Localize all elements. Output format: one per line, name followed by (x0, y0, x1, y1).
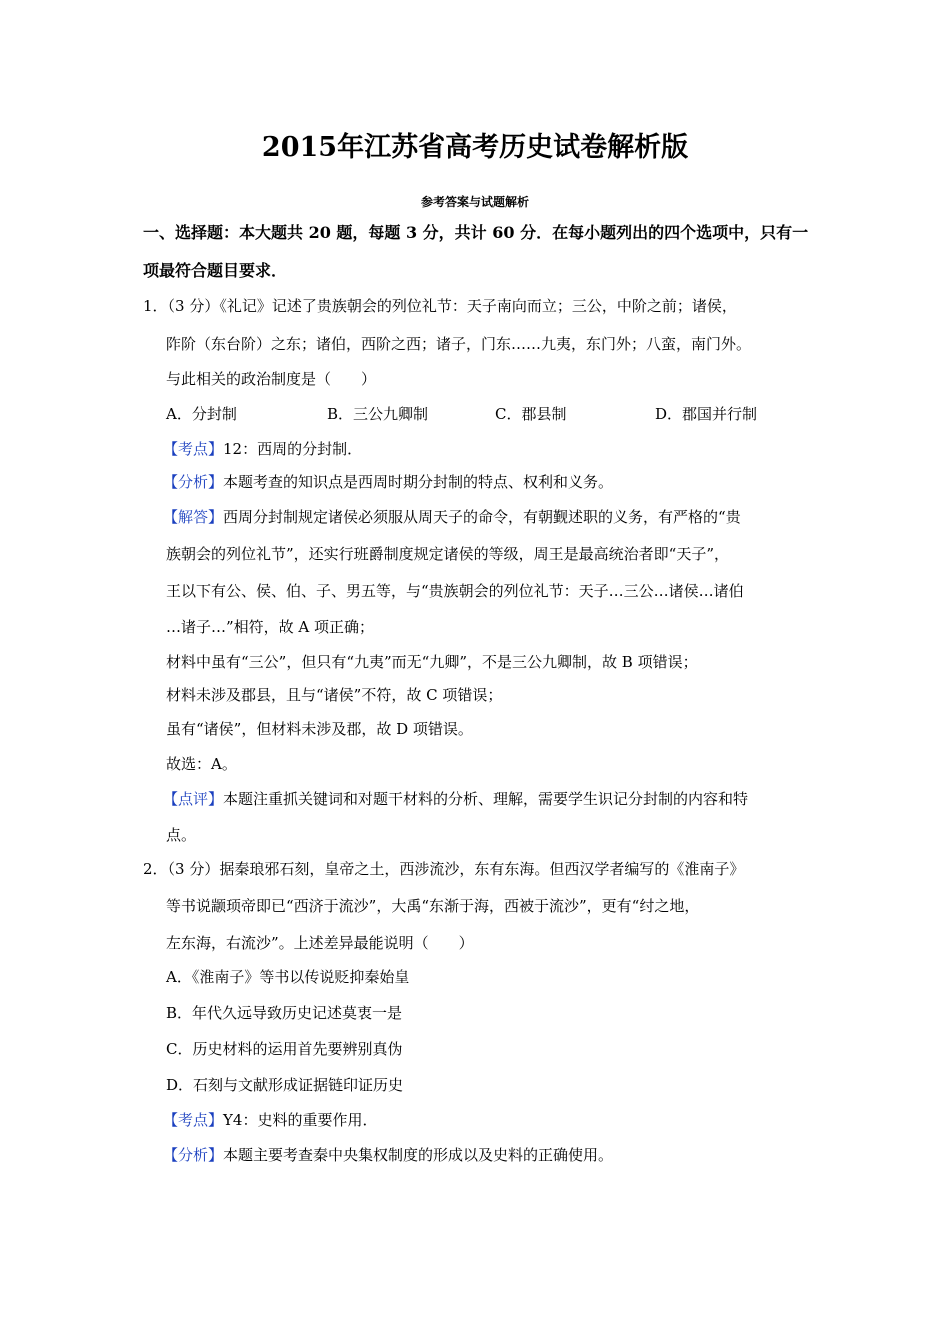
q2-option-b: B．年代久远导致历史记述莫衷一是 (166, 1004, 403, 1022)
q1-jieda-line-7: 虽有“诸侯”，但材料未涉及郡，故 D 项错误。 (166, 720, 473, 738)
q1-jieda-line-4: …诸子…”相符，故 A 项正确； (166, 618, 375, 636)
q1-fenxi-text: 本题考查的知识点是西周时期分封制的特点、权利和义务。 (223, 473, 614, 491)
q2-stem-line-2: 等书说颛顼帝即已“西济于流沙”，大禹“东渐于海，西被于流沙”，更有“纣之地， (166, 897, 700, 915)
page-title: 2015年江苏省高考历史试卷解析版 (261, 132, 689, 163)
q2-option-c: C．历史材料的运用首先要辨别真伪 (166, 1040, 403, 1058)
q2-stem-line-3: 左东海，右流沙”。上述差异最能说明（ ） (166, 934, 474, 952)
q2-kaodian-tag: 【考点】 (163, 1111, 224, 1129)
q1-jieda (163, 506, 741, 528)
q2-fenxi-text: 本题主要考查秦中央集权制度的形成以及史料的正确使用。 (223, 1146, 614, 1164)
q1-kaodian-text: 12：西周的分封制． (223, 440, 363, 458)
q1-option-a: A．分封制 (166, 405, 237, 423)
q1-jieda-tag: 【解答】 (163, 508, 224, 526)
q1-fenxi (163, 471, 613, 493)
q1-option-b: B．三公九卿制 (327, 405, 429, 423)
q2-option-d: D．石刻与文献形成证据链印证历史 (166, 1076, 404, 1094)
q2-fenxi (163, 1144, 613, 1166)
q1-kaodian (163, 438, 362, 460)
q1-fenxi-tag: 【分析】 (163, 473, 224, 491)
q2-stem-line-1: 2．（3 分）据秦琅邪石刻，皇帝之土，西涉流沙，东有东海。但西汉学者编写的《淮南子》 (143, 860, 745, 878)
q2-kaodian-text: Y4：史料的重要作用． (223, 1111, 378, 1129)
q1-option-c: C．郡县制 (495, 405, 567, 423)
q1-jieda-text: 西周分封制规定诸侯必须服从周天子的命令，有朝觐述职的义务，有严格的“贵 (223, 508, 741, 526)
q1-stem-line-1: 1．（3 分）《礼记》记述了贵族朝会的列位礼节：天子南向而立；三公，中阶之前；诸侯， (143, 297, 737, 315)
q1-kaodian-tag: 【考点】 (163, 440, 224, 458)
q1-jieda-line-2: 族朝会的列位礼节”，还实行班爵制度规定诸侯的等级，周王是最高统治者即“天子”， (166, 545, 730, 563)
q1-dianping-line-2: 点。 (166, 826, 197, 844)
q2-fenxi-tag: 【分析】 (163, 1146, 224, 1164)
q1-option-d: D．郡国并行制 (655, 405, 758, 423)
q1-stem-line-3: 与此相关的政治制度是（ ） (166, 370, 377, 388)
q1-dianping-tag: 【点评】 (163, 790, 224, 808)
q1-dianping (163, 788, 748, 810)
q1-jieda-line-6: 材料未涉及郡县，且与“诸侯”不符，故 C 项错误； (166, 686, 503, 704)
q1-answer: 故选：A。 (166, 755, 237, 773)
section-heading-line-2: 项最符合题目要求． (143, 261, 288, 280)
q1-dianping-text: 本题注重抓关键词和对题干材料的分析、理解，需要学生识记分封制的内容和特 (223, 790, 749, 808)
q1-jieda-line-5: 材料中虽有“三公”，但只有“九夷”而无“九卿”，不是三公九卿制，故 B 项错误； (166, 653, 698, 671)
section-heading-line-1: 一、选择题：本大题共 20 题，每题 3 分，共计 60 分．在每小题列出的四个选项中，只有一 (143, 223, 809, 242)
q2-kaodian (163, 1109, 377, 1131)
q2-option-a: A．《淮南子》等书以传说贬抑秦始皇 (166, 968, 410, 986)
q1-jieda-line-3: 王以下有公、侯、伯、子、男五等，与“贵族朝会的列位礼节：天子…三公…诸侯…诸伯 (166, 582, 744, 600)
page-subtitle: 参考答案与试题解析 (420, 195, 529, 209)
q1-stem-line-2: 阼阶（东台阶）之东；诸伯，西阶之西；诸子，门东……九夷，东门外；八蛮，南门外。 (166, 335, 752, 353)
